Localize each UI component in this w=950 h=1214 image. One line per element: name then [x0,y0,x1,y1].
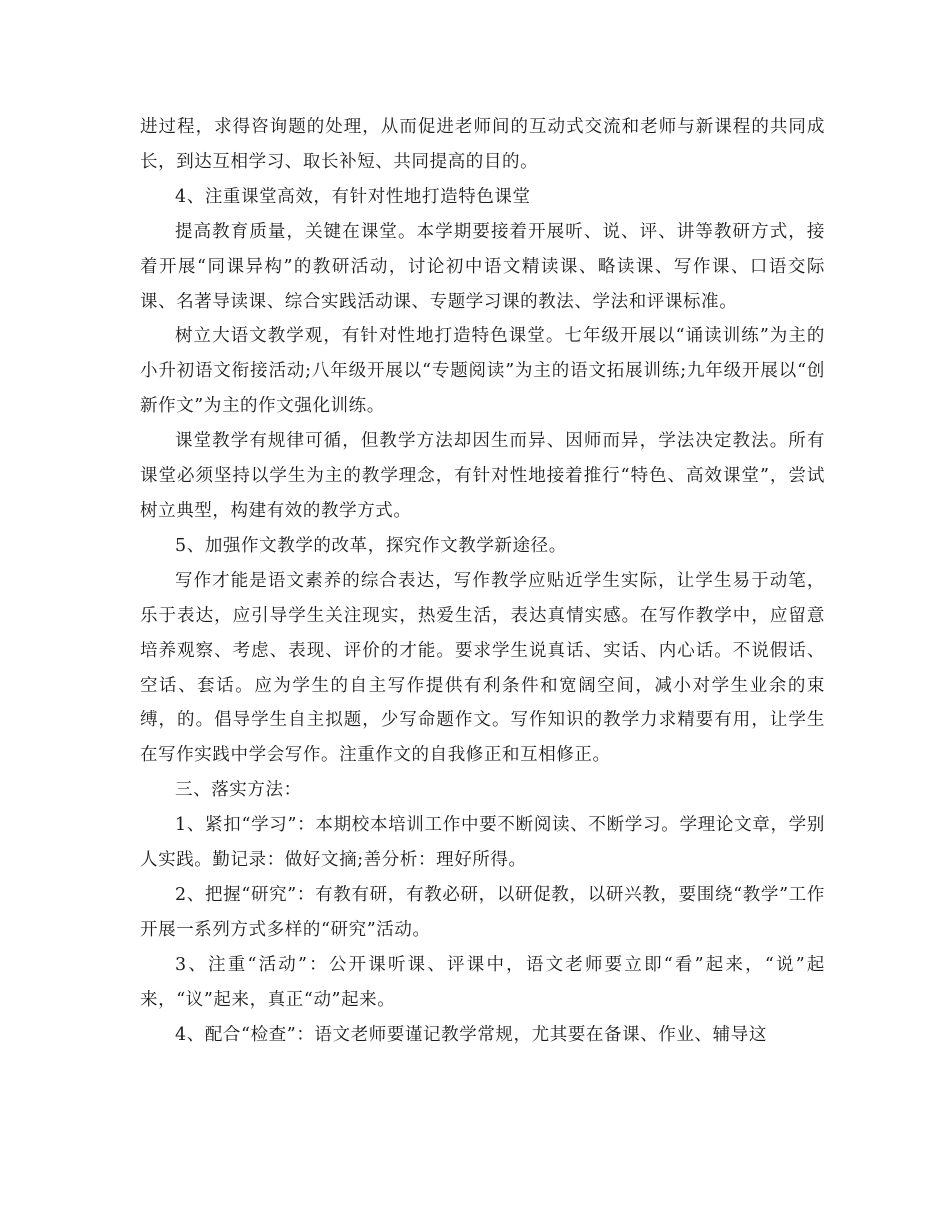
paragraph: 课堂教学有规律可循，但教学方法却因生而异、因师而异，学法决定教法。所有课堂必须坚持以学生为主的教学理念，有针对性地接着推行“特色、高效课堂”，尝试树立典型，构建有效的教学方式。 [140,431,825,521]
section-heading-5: 5、加强作文教学的改革，探究作文教学新途径。 [175,535,567,556]
list-item: 1、紧扣“学习”：本期校本培训工作中要不断阅读、不断学习。学理论文章，学别人实践。勤记录：做好文摘;善分析：理好所得。 [140,815,825,871]
list-item: 2、把握“研究”：有教有研，有教必研，以研促教，以研兴教，要围绕“教学”工作开展一系列方式多样的“研究”活动。 [140,884,825,940]
section-heading-3: 三、落实方法： [175,780,302,801]
document-page [140,110,825,1052]
paragraph: 提高教育质量，关键在课堂。本学期要接着开展听、说、评、讲等教研方式，接着开展“同课异构”的教研活动，讨论初中语文精读课、略读课、写作课、口语交际课、名著导读课、综合实践活动课、专题学习课的教法、学法和评课标准。 [140,221,825,312]
paragraph: 树立大语文教学观，有针对性地打造特色课堂。七年级开展以“诵读训练”为主的小升初语文衔接活动;八年级开展以“专题阅读”为主的语文拓展训练;九年级开展以“创新作文”为主的作文强化训练。 [140,326,825,417]
list-item: 3、注重“活动”：公开课听课、评课中，语文老师要立即“看”起来，“说”起来，“议”起来，真正“动”起来。 [140,954,825,1010]
list-item: 4、配合“检查”：语文老师要谨记教学常规，尤其要在备课、作业、辅导这 [175,1024,767,1045]
section-heading-4: 4、注重课堂高效，有针对性地打造特色课堂 [175,186,531,207]
paragraph-continuation: 进过程，求得咨询题的处理，从而促进老师间的互动式交流和老师与新课程的共同成长，到达互相学习、取长补短、共同提高的目的。 [140,117,825,172]
paragraph: 写作才能是语文素养的综合表达，写作教学应贴近学生实际，让学生易于动笔，乐于表达，应引导学生关注现实，热爱生活，表达真情实感。在写作教学中，应留意培养观察、考虑、表现、评价的才能。要求学生说真话、实话、内心话。不说假话、空话、套话。应为学生的自主写作提供有利条件和宽阔空间，减小对学生业余的束缚，的。倡导学生自主拟题，少写命题作文。写作知识的教学力求精要有用，让学生在写作实践中学会写作。注重作文的自我修正和互相修正。 [140,570,825,766]
